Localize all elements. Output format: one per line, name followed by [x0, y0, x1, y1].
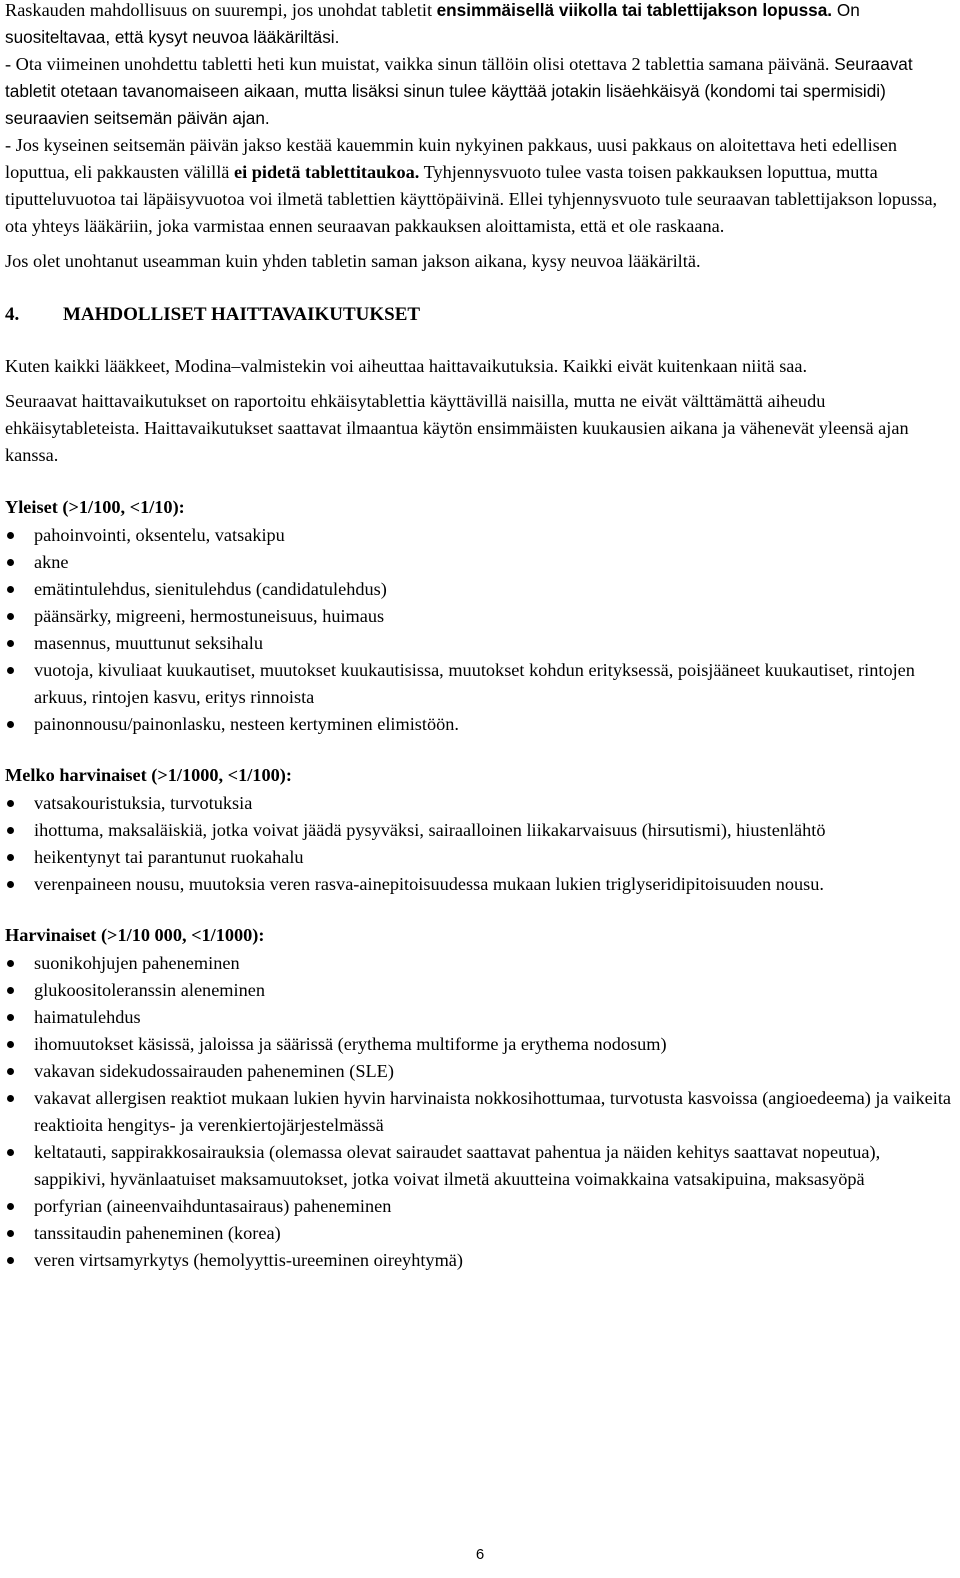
page-number: 6 — [475, 1546, 485, 1563]
list-item: vuotoja, kivuliaat kuukautiset, muutokset kuukautisissa, muutokset kohdun erityksessä, poisjääneet kuukautiset, rintojen arkuus, rintojen kasvu, eritys rinnoista — [5, 657, 952, 711]
list-item: verenpaineen nousu, muutoksia veren rasva-ainepitoisuudessa mukaan lukien triglyseridipitoisuuden nousu. — [5, 871, 952, 898]
group-title: Harvinaiset (>1/10 000, <1/1000): — [5, 925, 265, 945]
section-paragraph-2: Seuraavat haittavaikutukset on raportoitu ehkäisytablettia käyttävillä naisilla, mutta ne eivät välttämättä aiheudu ehkäisytableteista. Haittavaikutukset saattavat ilmaantua käytön ensimmäisten kuukausien aikana ja vähenevät yleensä ajan kanssa. — [5, 391, 909, 465]
list-item: veren virtsamyrkytys (hemolyyttis-ureeminen oireyhtymä) — [5, 1247, 952, 1274]
list-item: emätintulehdus, sienitulehdus (candidatulehdus) — [5, 576, 952, 603]
list-item: vakavan sidekudossairauden paheneminen (SLE) — [5, 1058, 952, 1085]
intro-paragraph-2 — [5, 51, 952, 132]
intro-p1-text: Raskauden mahdollisuus on suurempi, jos unohdat tabletit — [5, 0, 437, 20]
list-item: masennus, muuttunut seksihalu — [5, 630, 952, 657]
list-item: suonikohjujen paheneminen — [5, 950, 952, 977]
section-paragraph-1: Kuten kaikki lääkkeet, Modina–valmistekin voi aiheuttaa haittavaikutuksia. Kaikki eivät kuitenkaan niitä saa. — [5, 356, 808, 376]
bullet-list — [5, 950, 952, 1274]
intro-paragraph-3 — [5, 132, 952, 240]
intro-p3-b: Tyhjennysvuoto tulee vasta toisen pakkauksen loputtua, mutta tiputteluvuotoa tai läpäisyvuotoa voi ilmetä tablettien käyttöpäivinä. Ellei tyhjennysvuoto tule seuraavan tablettijakson lopussa, ota yhteys lääkäriin, joka varmistaa ennen seuraavan pakkauksen aloittamista, että et ole raskaana. — [5, 162, 938, 236]
section-number: 4. — [5, 304, 20, 325]
section-title: MAHDOLLISET HAITTAVAIKUTUKSET — [63, 304, 421, 325]
intro-paragraph-1 — [5, 0, 952, 51]
intro-p1-bold: ensimmäisellä viikolla tai tablettijakson lopussa. — [436, 0, 833, 20]
group-title: Melko harvinaiset (>1/1000, <1/100): — [5, 765, 292, 785]
list-item: pahoinvointi, oksentelu, vatsakipu — [5, 522, 952, 549]
intro-p2-serif: - Ota viimeinen unohdettu tabletti heti kun muistat, vaikka sinun tällöin olisi otettava 2 tablettia samana päivänä. — [5, 54, 830, 74]
list-item: haimatulehdus — [5, 1004, 952, 1031]
list-item: glukoositoleranssin aleneminen — [5, 977, 952, 1004]
list-item: vakavat allergisen reaktiot mukaan lukien hyvin harvinaista nokkosihottumaa, turvotusta kasvoissa (angioedeema) ja vaikeita reaktioita hengitys- ja verenkiertojärjestelmässä — [5, 1085, 952, 1139]
list-item: tanssitaudin paheneminen (korea) — [5, 1220, 952, 1247]
bullet-list — [5, 522, 952, 738]
group-title: Yleiset (>1/100, <1/10): — [5, 497, 185, 517]
intro-p1-tail: On suositeltavaa, että kysyt neuvoa lääkäriltäsi. — [5, 0, 860, 47]
list-item: ihottuma, maksaläiskiä, jotka voivat jäädä pysyväksi, sairaalloinen liikakarvaisuus (hirsutismi), hiustenlähtö — [5, 817, 952, 844]
list-item: heikentynyt tai parantunut ruokahalu — [5, 844, 952, 871]
list-item: akne — [5, 549, 952, 576]
list-item: ihomuutokset käsissä, jaloissa ja säärissä (erythema multiforme ja erythema nodosum) — [5, 1031, 952, 1058]
list-item: painonnousu/painonlasku, nesteen kertyminen elimistöön. — [5, 711, 952, 738]
list-item: päänsärky, migreeni, hermostuneisuus, huimaus — [5, 603, 952, 630]
intro-p2-sans: Seuraavat tabletit otetaan tavanomaiseen aikaan, mutta lisäksi sinun tulee käyttää jotakin lisäehkäisyä (kondomi tai spermisidi) seuraavien seitsemän päivän ajan. — [5, 54, 913, 128]
list-item: porfyrian (aineenvaihduntasairaus) paheneminen — [5, 1193, 952, 1220]
intro-p3-a: - Jos kyseinen seitsemän päivän jakso kestää kauemmin kuin nykyinen pakkaus, uusi pakkaus on aloitettava heti edellisen loputtua, eli pakkausten välillä — [5, 135, 898, 182]
intro-paragraph-4: Jos olet unohtanut useamman kuin yhden tabletin saman jakson aikana, kysy neuvoa lääkäriltä. — [5, 251, 701, 271]
section-heading — [5, 301, 952, 328]
bullet-list — [5, 790, 952, 898]
side-effect-groups — [5, 494, 952, 1274]
intro-p3-bold: ei pidetä tablettitaukoa. — [233, 162, 420, 182]
list-item: vatsakouristuksia, turvotuksia — [5, 790, 952, 817]
list-item: keltatauti, sappirakkosairauksia (olemassa olevat sairaudet saattavat pahentua ja näiden kehitys saattavat nopeutua), sappikivi, hyvänlaatuiset maksamuutokset, jotka voivat ilmetä akuutteina voimakkaina vatsakipuina, maksasyöpä — [5, 1139, 952, 1193]
